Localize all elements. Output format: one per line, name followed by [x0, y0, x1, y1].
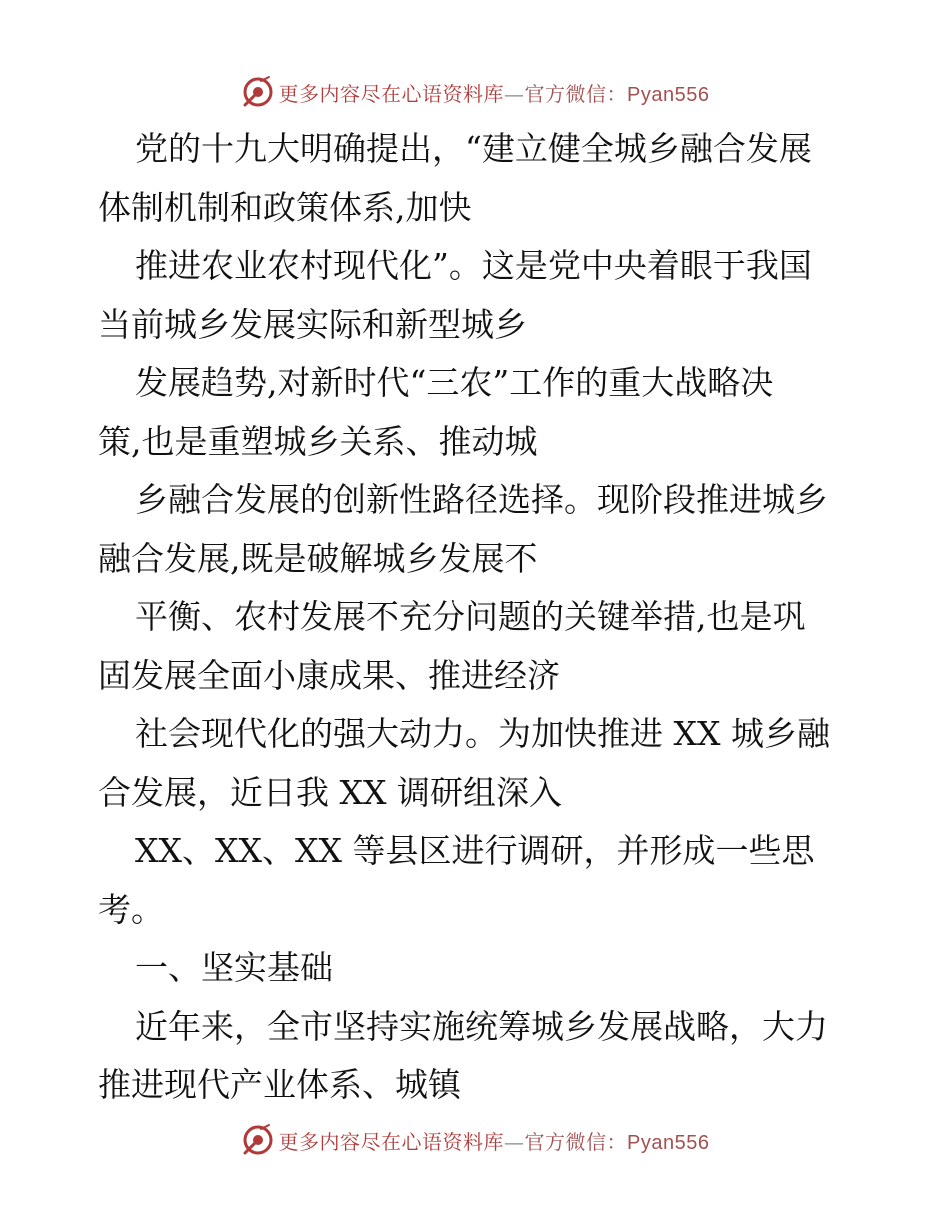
text-line: 合发展，近日我 XX 调研组深入 [98, 772, 562, 812]
text-line: 推进农业农村现代化”。这是党中央着眼于我国 [135, 246, 812, 285]
body-text [98, 120, 868, 1115]
section-heading: 一、坚实基础 [135, 948, 333, 987]
text-line: 体制机制和政策体系,加快 [98, 187, 472, 227]
text-line: 平衡、农村发展不充分问题的关键举措,也是巩 [135, 597, 806, 636]
text-line: 融合发展,既是破解城乡发展不 [98, 538, 538, 578]
watermark-text [279, 78, 710, 107]
text-line: 策,也是重塑城乡关系、推动城 [98, 421, 538, 461]
text-line: 发展趋势,对新时代“三农”工作的重大战略决 [135, 363, 774, 402]
pen-logo-icon [241, 1123, 275, 1157]
watermark-dash: — [504, 81, 525, 106]
watermark-dash: — [504, 1129, 525, 1154]
text-line: XX、XX、XX 等县区进行调研，并形成一些思 [135, 831, 815, 870]
watermark-text [279, 1126, 710, 1155]
text-line: 考。 [98, 889, 164, 929]
footer-watermark [0, 1120, 950, 1160]
text-line: 固发展全面小康成果、推进经济 [98, 655, 560, 695]
text-line: 乡融合发展的创新性路径选择。现阶段推进城乡 [135, 480, 828, 519]
text-line: 党的十九大明确提出，“建立健全城乡融合发展 [135, 129, 812, 168]
header-watermark [0, 72, 950, 112]
text-line: 推进现代产业体系、城镇 [98, 1065, 461, 1104]
watermark-title: 更多内容尽在心语资料库 [278, 81, 505, 106]
text-line: 社会现代化的强大动力。为加快推进 XX 城乡融 [135, 714, 830, 753]
pen-logo-icon [241, 75, 275, 109]
watermark-wechat: 官方微信：Pyan556 [524, 83, 710, 106]
watermark-wechat: 官方微信：Pyan556 [524, 1131, 710, 1154]
watermark-title: 更多内容尽在心语资料库 [278, 1129, 505, 1154]
text-line: 当前城乡发展实际和新型城乡 [98, 304, 527, 344]
text-line: 近年来，全市坚持实施统筹城乡发展战略，大力 [135, 1006, 828, 1046]
